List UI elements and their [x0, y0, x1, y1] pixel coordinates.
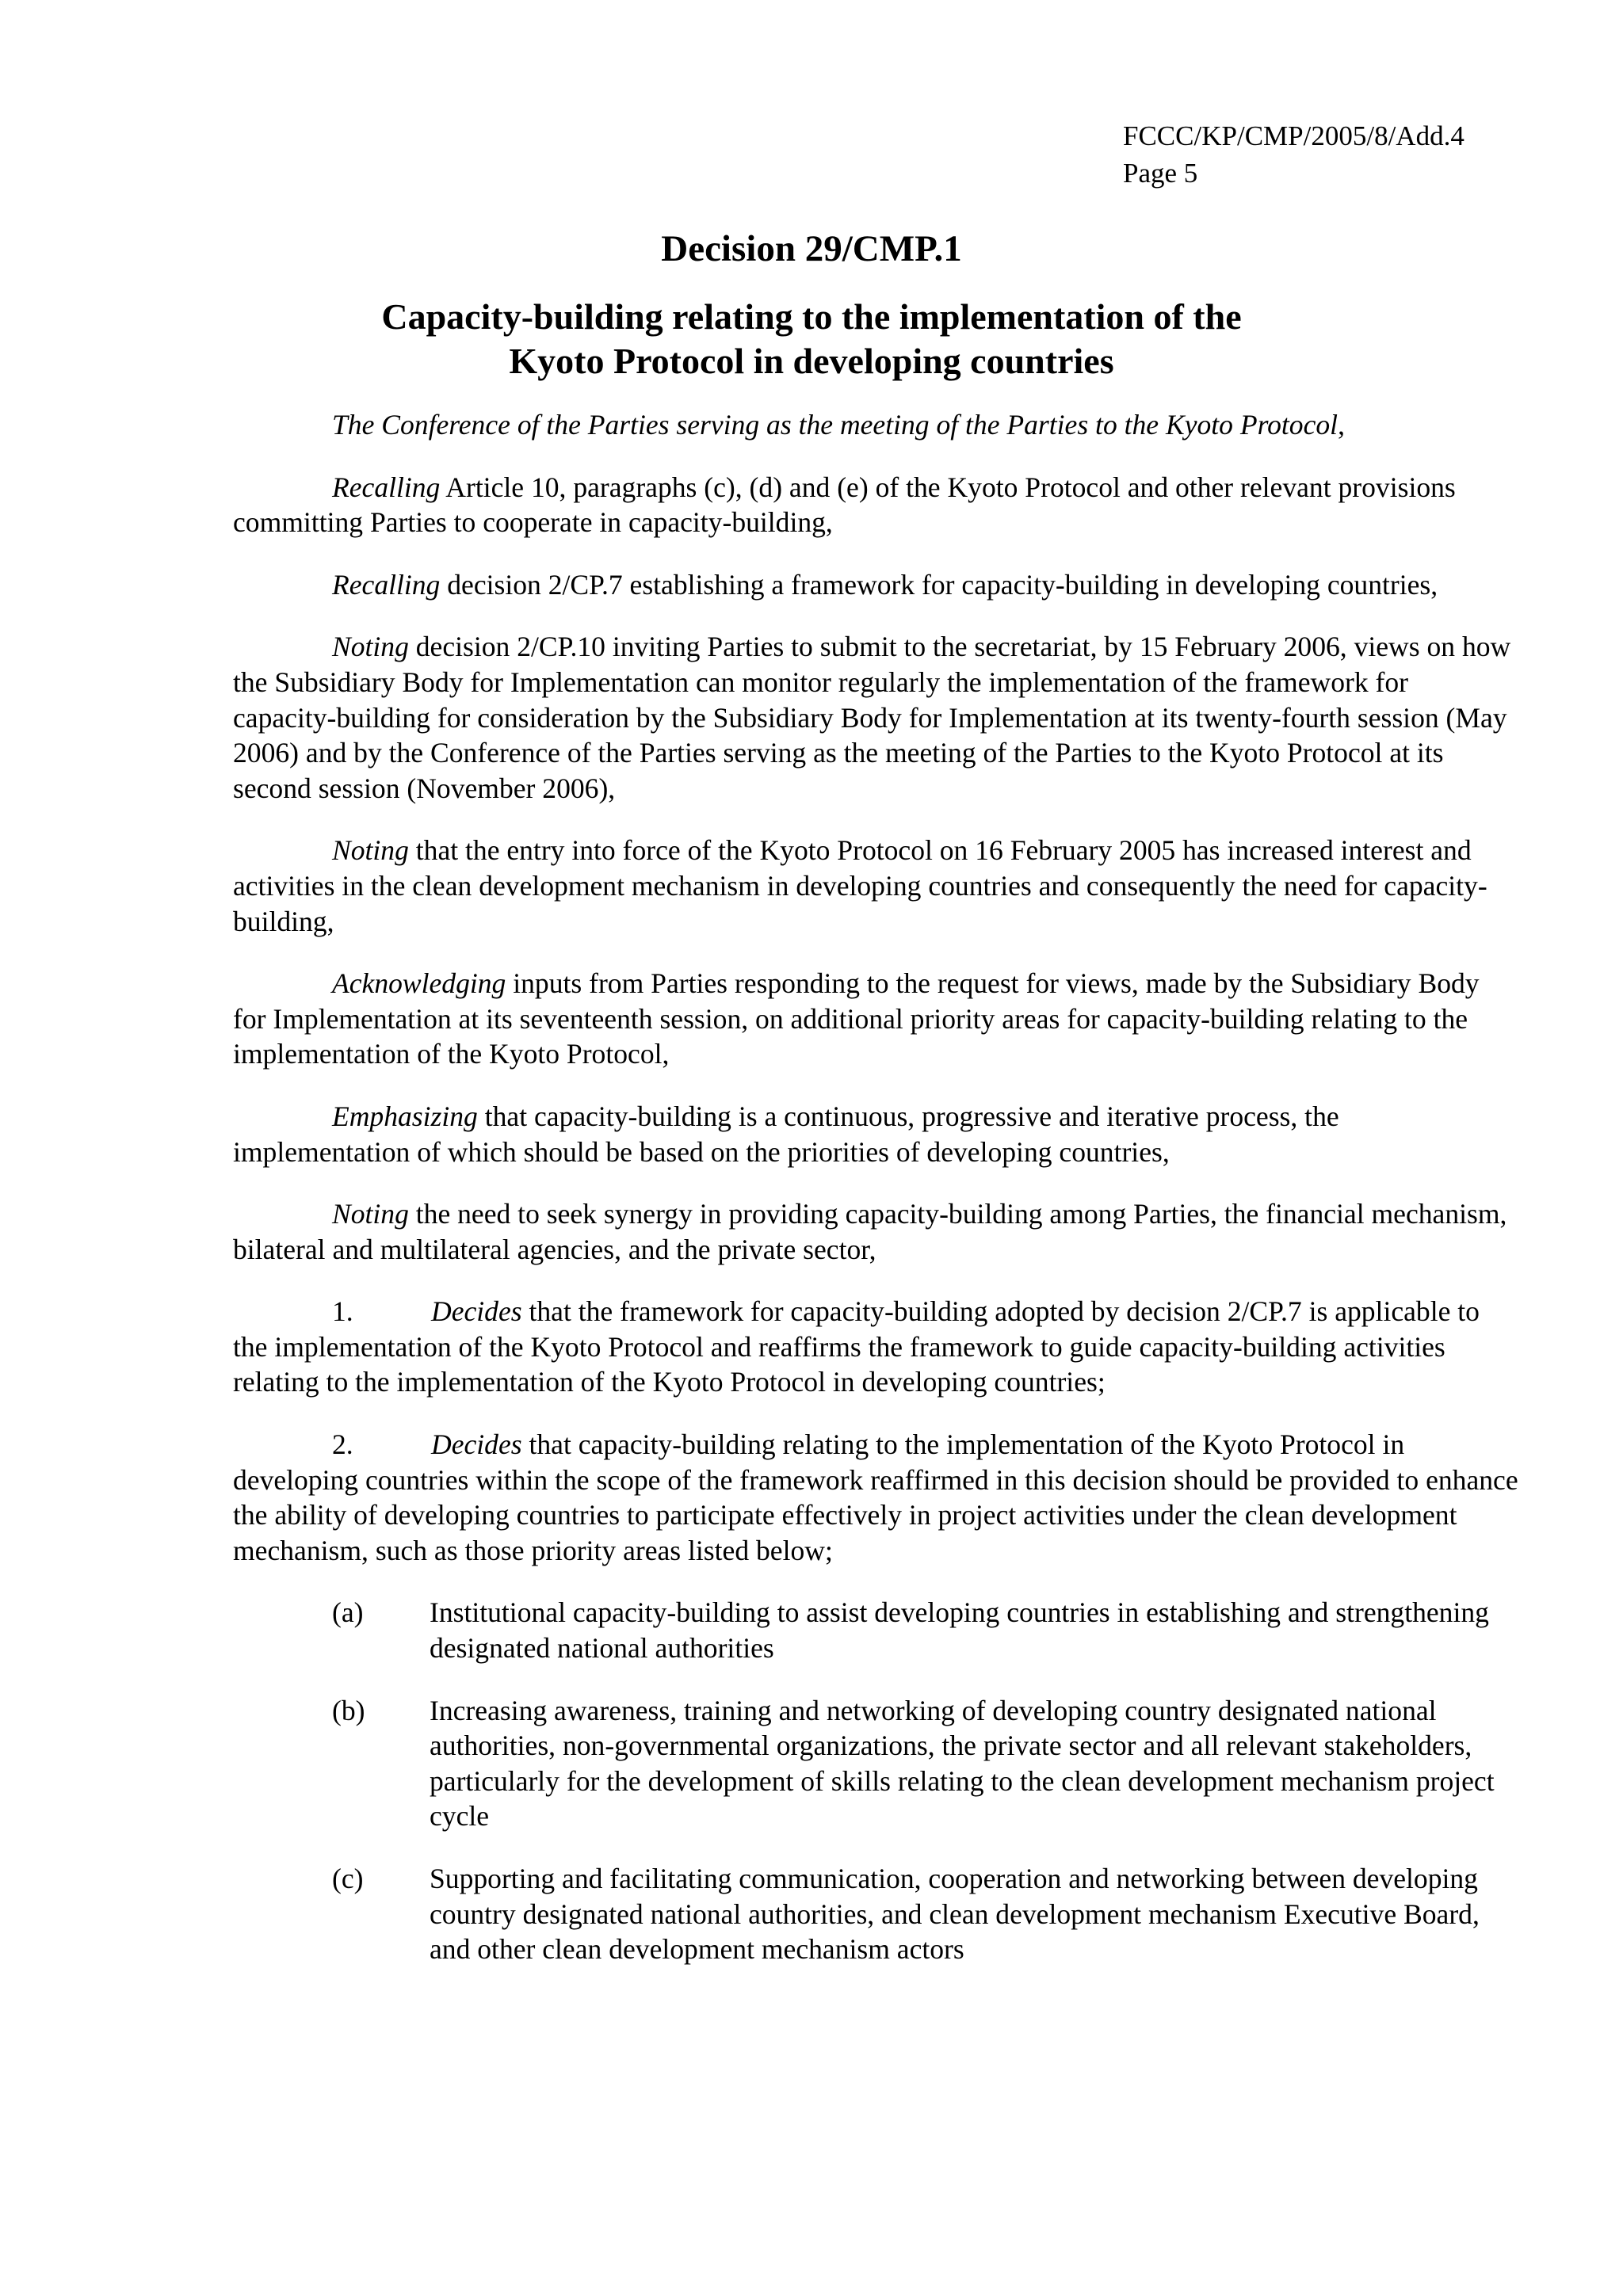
preamble-paragraph — [233, 629, 1518, 806]
preamble-paragraph — [233, 470, 1518, 540]
document-body — [233, 407, 1518, 1994]
preamble-text: inputs from Parties responding to the request for views, made by the Subsidiary Body for Implementation at its seventeenth session, on additional priority areas for capacity-building relating to the implementation of the Kyoto Protocol, — [233, 967, 1480, 1070]
preamble-lead: Emphasizing — [332, 1100, 478, 1132]
page-number: Page 5 — [1123, 158, 1198, 189]
preamble-text: that capacity-building is a continuous, progressive and iterative process, the implementation of which should be based on the priorities of developing countries, — [233, 1100, 1339, 1168]
preamble-text: the need to seek synergy in providing capacity-building among Parties, the financial mechanism, bilateral and multilateral agencies, and the private sector, — [233, 1198, 1507, 1265]
list-text: Institutional capacity-building to assist developing countries in establishing and strengthening designated national authorities — [430, 1596, 1489, 1665]
preamble-text: decision 2/CP.10 inviting Parties to submit to the secretariat, by 15 February 2006, views on how the Subsidiary Body for Implementation can monitor regularly the implementation of the framework for capacity-building for consideration by the Subsidiary Body for Implementation at its twenty-fourth session (May 2006) and by the Conference of the Parties serving as the meeting of the Parties to the Kyoto Protocol at its second session (November 2006), — [233, 631, 1511, 804]
preamble-lead: Recalling — [332, 568, 441, 601]
priority-area-item — [233, 1861, 1518, 1967]
preamble-lead: The Conference of the Parties serving as the meeting of the Parties to the Kyoto Protocol — [332, 409, 1338, 441]
list-marker: (c) — [332, 1863, 364, 1894]
list-text: Supporting and facilitating communication, cooperation and networking between developing country designated national authorities, and clean development mechanism Executive Board, and other clean development mechanism actors — [430, 1863, 1480, 1966]
subtitle-line-1: Capacity-building relating to the implementation of the — [381, 296, 1242, 337]
preamble-lead: Noting — [332, 1198, 409, 1230]
preamble-lead: Recalling — [332, 471, 441, 503]
preamble-text: that the entry into force of the Kyoto Protocol on 16 February 2005 has increased interest and activities in the clean development mechanism in developing countries and consequently the need for capacity-building, — [233, 834, 1487, 937]
priority-area-item — [233, 1595, 1518, 1665]
document-header — [1123, 117, 1465, 192]
list-marker: (b) — [332, 1694, 365, 1726]
paragraph-number: 1. — [332, 1295, 353, 1328]
preamble-paragraph — [233, 1196, 1518, 1267]
operative-paragraph — [233, 1427, 1518, 1568]
preamble-lead: Noting — [332, 631, 409, 663]
operative-lead: Decides — [431, 1428, 522, 1461]
preamble-paragraph — [233, 567, 1518, 603]
preamble-paragraph — [233, 833, 1518, 939]
preamble-paragraph — [233, 407, 1518, 443]
operative-text: that the framework for capacity-building adopted by decision 2/CP.7 is applicable to the implementation of the Kyoto Protocol and reaffirms the framework to guide capacity-building activities relating to the implementation of the Kyoto Protocol in developing countries; — [233, 1295, 1480, 1398]
preamble-paragraph — [233, 1099, 1518, 1169]
paragraph-number: 2. — [332, 1428, 353, 1461]
preamble-text: decision 2/CP.7 establishing a framework for capacity-building in developing countries, — [440, 568, 1438, 601]
preamble-paragraph — [233, 966, 1518, 1072]
priority-area-item — [233, 1693, 1518, 1834]
preamble-lead: Acknowledging — [332, 967, 506, 1000]
list-text: Increasing awareness, training and networking of developing country designated national authorities, non-governmental organizations, the private sector and all relevant stakeholders, particularly for the development of skills relating to the clean development mechanism project cycle — [430, 1694, 1495, 1833]
subtitle-line-2: Kyoto Protocol in developing countries — [509, 341, 1114, 381]
operative-paragraph — [233, 1294, 1518, 1400]
preamble-lead: Noting — [332, 834, 409, 867]
operative-lead: Decides — [431, 1295, 522, 1328]
document-symbol: FCCC/KP/CMP/2005/8/Add.4 — [1123, 120, 1465, 151]
decision-title: Decision 29/CMP.1 — [661, 228, 962, 269]
list-marker: (a) — [332, 1596, 364, 1629]
preamble-text: Article 10, paragraphs (c), (d) and (e) of the Kyoto Protocol and other relevant provisions committing Parties to cooperate in capacity-building, — [233, 471, 1456, 539]
decision-subtitle — [0, 295, 1623, 383]
preamble-text: , — [1338, 409, 1345, 441]
operative-text: that capacity-building relating to the implementation of the Kyoto Protocol in developing countries within the scope of the framework reaffirmed in this decision should be provided to enhance the ability of developing countries to participate effectively in project activities under the clean development mechanism, such as those priority areas listed below; — [233, 1428, 1518, 1566]
